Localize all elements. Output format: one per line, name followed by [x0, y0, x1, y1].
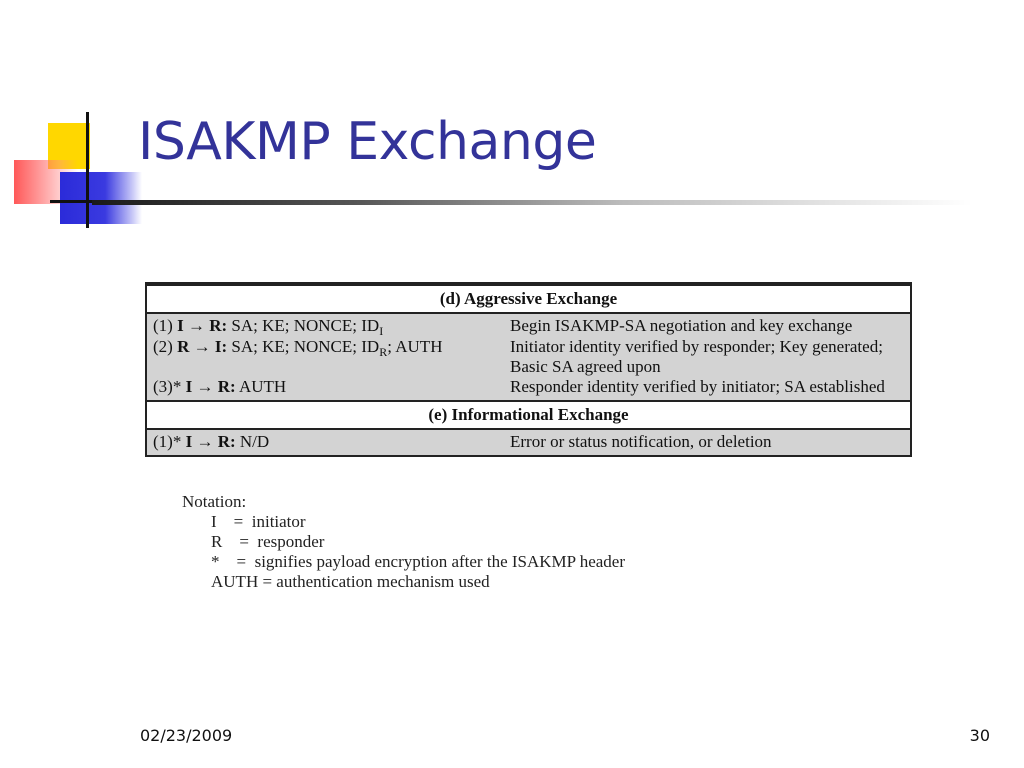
slide-title: ISAKMP Exchange — [138, 112, 597, 172]
notation-item: R = responder — [211, 532, 325, 551]
message-description: Begin ISAKMP-SA negotiation and key exchange — [510, 316, 853, 335]
message-cell — [147, 316, 510, 337]
title-underline — [92, 200, 972, 205]
table-row — [147, 337, 910, 377]
payload-subscript: R — [379, 345, 388, 359]
message-direction: I → R: — [185, 432, 236, 451]
message-number: (2) — [153, 337, 173, 356]
message-cell — [147, 432, 510, 453]
message-direction: R → I: — [177, 337, 228, 356]
payload-subscript: I — [379, 324, 384, 338]
message-number: (1)* — [153, 432, 182, 451]
message-description: Responder identity verified by initiator; SA established — [510, 377, 885, 396]
informational-exchange-body — [147, 430, 910, 455]
message-description: Error or status notification, or deletion — [510, 432, 772, 451]
notation-block — [182, 492, 625, 592]
message-direction: I → R: — [177, 316, 228, 335]
notation-item: * = signifies payload encryption after the ISAKMP header — [211, 552, 626, 571]
slide-number: 30 — [969, 726, 990, 745]
message-payload: N/D — [239, 432, 270, 451]
exchange-table — [145, 282, 912, 457]
message-payload: SA; KE; NONCE; ID — [231, 316, 380, 335]
aggressive-exchange-heading: (d) Aggressive Exchange — [147, 286, 910, 314]
message-payload: SA; KE; NONCE; ID — [231, 337, 380, 356]
message-description: Initiator identity verified by responder; Key generated; Basic SA agreed upon — [510, 337, 883, 376]
table-row — [147, 316, 910, 337]
table-row — [147, 377, 910, 398]
footer-date: 02/23/2009 — [140, 726, 233, 745]
informational-exchange-heading: (e) Informational Exchange — [147, 400, 910, 430]
message-cell — [147, 377, 510, 398]
aggressive-exchange-body — [147, 314, 910, 400]
notation-heading: Notation: — [182, 492, 247, 511]
table-row — [147, 432, 910, 453]
message-payload: AUTH — [238, 377, 287, 396]
payload-tail: ; AUTH — [387, 337, 443, 356]
decor-vertical-line — [86, 112, 89, 228]
decor-blue-square — [60, 172, 142, 224]
message-cell — [147, 337, 510, 377]
message-number: (1) — [153, 316, 173, 335]
message-number: (3)* — [153, 377, 182, 396]
notation-item: AUTH = authentication mechanism used — [211, 572, 490, 591]
message-direction: I → R: — [185, 377, 236, 396]
notation-item: I = initiator — [211, 512, 306, 531]
